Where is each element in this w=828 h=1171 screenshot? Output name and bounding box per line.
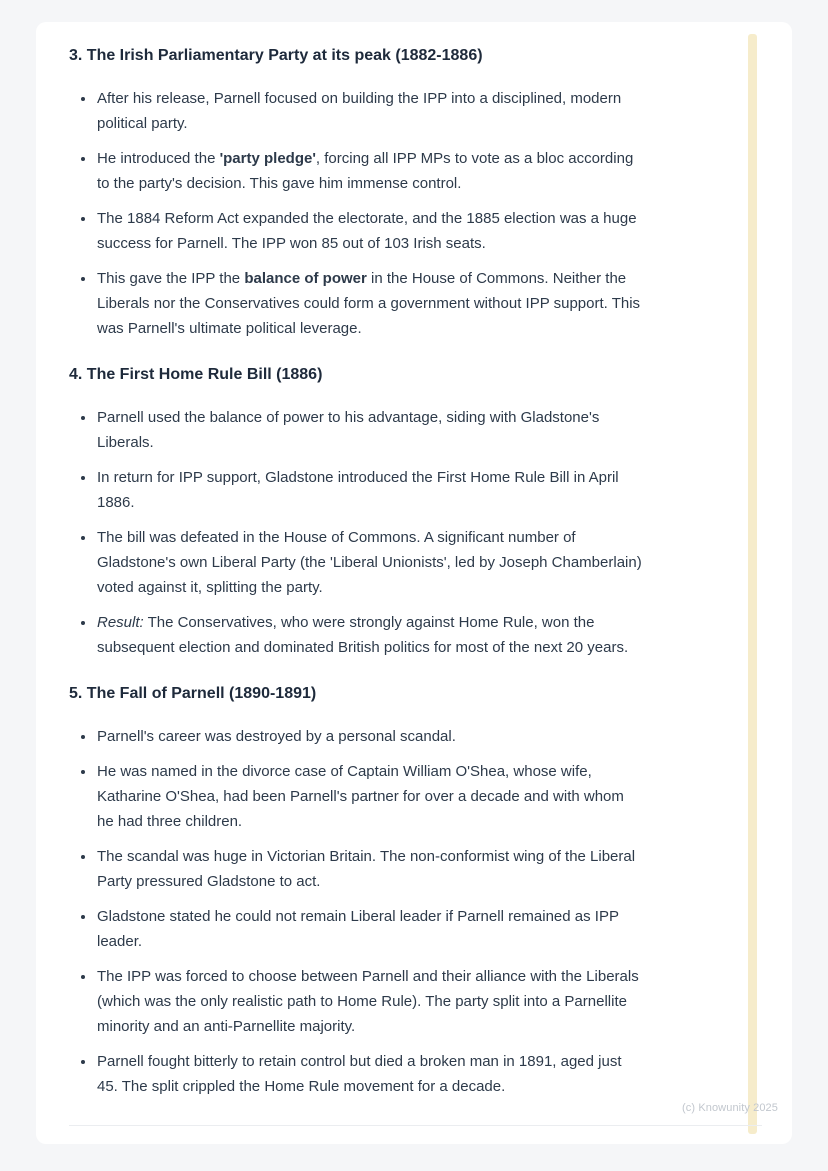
text-segment: Gladstone stated he could not remain Liberal leader if Parnell remained as IPP leader. bbox=[97, 908, 619, 950]
text-segment: Result: bbox=[97, 614, 144, 631]
bullet-list bbox=[69, 724, 644, 1099]
section-heading: 3. The Irish Parliamentary Party at its peak (1882-1886) bbox=[69, 47, 483, 64]
bullet-item bbox=[96, 86, 644, 136]
text-segment: Parnell used the balance of power to his advantage, siding with Gladstone's Liberals. bbox=[97, 409, 600, 451]
document-content bbox=[36, 22, 644, 1099]
bullet-item bbox=[96, 844, 644, 894]
text-segment: After his release, Parnell focused on building the IPP into a disciplined, modern political party. bbox=[97, 90, 622, 132]
bullet-item bbox=[96, 146, 644, 196]
text-segment: Parnell fought bitterly to retain control but died a broken man in 1891, aged just 45. The split crippled the Home Rule movement for a decade. bbox=[97, 1053, 622, 1095]
bullet-item bbox=[96, 904, 644, 954]
bullet-item bbox=[96, 724, 644, 749]
section-heading: 4. The First Home Rule Bill (1886) bbox=[69, 366, 323, 383]
text-segment: The scandal was huge in Victorian Britain. The non-conformist wing of the Liberal Party pressured Gladstone to act. bbox=[97, 848, 636, 890]
text-segment: He introduced the bbox=[97, 150, 220, 167]
text-segment: In return for IPP support, Gladstone introduced the First Home Rule Bill in April 1886. bbox=[97, 469, 619, 511]
footer-divider bbox=[69, 1125, 762, 1126]
bullet-item bbox=[96, 759, 644, 834]
bullet-item bbox=[96, 206, 644, 256]
copyright-credit: (c) Knowunity 2025 bbox=[682, 1102, 778, 1114]
text-segment: , forcing all IPP MPs to vote as a bloc according to the party's decision. This gave him immense control. bbox=[97, 150, 634, 192]
page-edge-ribbon bbox=[748, 34, 757, 1134]
bullet-item bbox=[96, 610, 644, 660]
text-segment: The bill was defeated in the House of Commons. A significant number of Gladstone's own Liberal Party (the 'Liberal Unionists', led by Joseph Chamberlain) voted against it, splitting the party. bbox=[97, 529, 642, 596]
text-segment: 'party pledge' bbox=[219, 150, 316, 167]
text-segment: The 1884 Reform Act expanded the electorate, and the 1885 election was a huge success for Parnell. The IPP won 85 out of 103 Irish seats. bbox=[97, 210, 637, 252]
section-heading: 5. The Fall of Parnell (1890-1891) bbox=[69, 685, 317, 702]
text-segment: in the House of Commons. Neither the Liberals nor the Conservatives could form a government without IPP support. This was Parnell's ultimate political leverage. bbox=[97, 270, 641, 337]
text-segment: balance of power bbox=[244, 270, 367, 287]
bullet-item bbox=[96, 525, 644, 600]
text-segment: This gave the IPP the bbox=[97, 270, 245, 287]
text-segment: The IPP was forced to choose between Parnell and their alliance with the Liberals (which was the only realistic path to Home Rule). The party split into a Parnellite minority and an anti-Parnellite majority. bbox=[97, 968, 639, 1035]
document-card bbox=[36, 22, 792, 1144]
bullet-item bbox=[96, 405, 644, 455]
text-segment: The Conservatives, who were strongly against Home Rule, won the subsequent election and dominated British politics for most of the next 20 years. bbox=[97, 614, 629, 656]
text-segment: Parnell's career was destroyed by a personal scandal. bbox=[97, 728, 456, 745]
bullet-item bbox=[96, 1049, 644, 1099]
bullet-item bbox=[96, 465, 644, 515]
bullet-item bbox=[96, 964, 644, 1039]
bullet-list bbox=[69, 86, 644, 341]
bullet-item bbox=[96, 266, 644, 341]
bullet-list bbox=[69, 405, 644, 660]
text-segment: He was named in the divorce case of Captain William O'Shea, whose wife, Katharine O'Shea, had been Parnell's partner for over a decade and with whom he had three children. bbox=[97, 763, 624, 830]
